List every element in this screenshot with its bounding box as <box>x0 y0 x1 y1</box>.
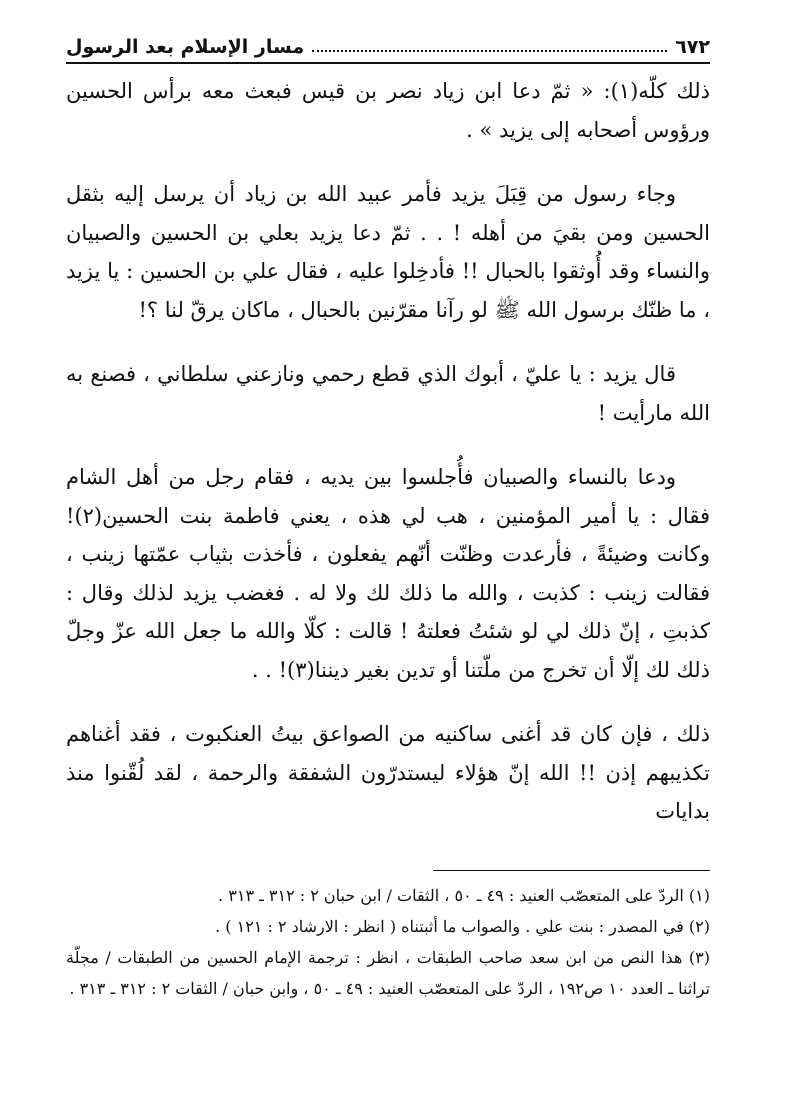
running-title: مسار الإسلام بعد الرسول <box>66 36 305 58</box>
paragraph: ودعا بالنساء والصبيان فأُجلسوا بين يديه ، فقام رجل من أهل الشام فقال : يا أمير المؤمنين ، هب لي هذه ، يعني فاطمة بنت الحسين(٢)! وكانت وضيئةً ، فأرعدت وظنّت أنّهم يفعلون ، فأخذت بثياب عمّتها زينب ، فقالت زينب : كذبت ، والله ما ذلك لك ولا له . فغضب يزيد لذلك وقال : كذبتِ ، إنّ ذلك لي لو شئتُ فعلتهُ ! قالت : كلّا والله ما جعل الله عزّ وجلّ ذلك لك إلّا أن تخرج من ملّتنا أو تدين بغير ديننا(٣)! . . <box>66 465 710 682</box>
page-header <box>66 30 710 64</box>
footnote: (١) الردّ على المتعصّب العنيد : ٤٩ ـ ٥٠ ، الثقات / ابن حبان ٢ : ٣١٢ ـ ٣١٣ . <box>218 886 710 905</box>
main-text <box>66 72 710 857</box>
paragraph: قال يزيد : يا عليّ ، أبوك الذي قطع رحمي ونازعني سلطاني ، فصنع به الله مارأيت ! <box>66 362 710 425</box>
dotted-leader <box>312 50 667 52</box>
footnote-divider <box>433 870 710 871</box>
footnote: (٢) في المصدر : بنت علي . والصواب ما أثبتناه ( انظر : الارشاد ٢ : ١٢١ ) . <box>215 917 710 936</box>
paragraph: ذلك ، فإن كان قد أغنى ساكنيه من الصواعق بيتُ العنكبوت ، فقد أغناهم تكذيبهم إذن !! الله إنّ هؤلاء ليستدرّون الشفقة والرحمة ، لقد لُقّنوا منذ بدايات <box>66 722 710 823</box>
footnotes <box>66 880 710 1004</box>
paragraph: ذلك كلّه(١): « ثمّ دعا ابن زياد نصر بن قيس فبعث معه برأس الحسين ورؤوس أصحابه إلى يزيد » . <box>66 79 710 142</box>
paragraph: وجاء رسول من قِبَلَ يزيد فأمر عبيد الله بن زياد أن يرسل إليه بثقل الحسين ومن بقيَ من أهله ! . . ثمّ دعا يزيد بعلي بن الحسين والصبيان والنساء وقد أُوثقوا بالحبال !! فأدخِلوا عليه ، فقال علي بن الحسين : يا يزيد ، ما ظنّك برسول الله ﷺ لو رآنا مقرّنين بالحبال ، ماكان يرقّ لنا ؟! <box>66 182 710 322</box>
page-number: ٦٧٢ <box>675 36 710 58</box>
footnote: (٣) هذا النص من ابن سعد صاحب الطبقات ، انظر : ترجمة الإمام الحسين من الطبقات / مجلّة تراثنا ـ العدد ١٠ ص١٩٢ ، الردّ على المتعصّب العنيد : ٤٩ ـ ٥٠ ، وابن حبان / الثقات ٢ : ٣١٢ ـ ٣١٣ . <box>66 948 710 998</box>
